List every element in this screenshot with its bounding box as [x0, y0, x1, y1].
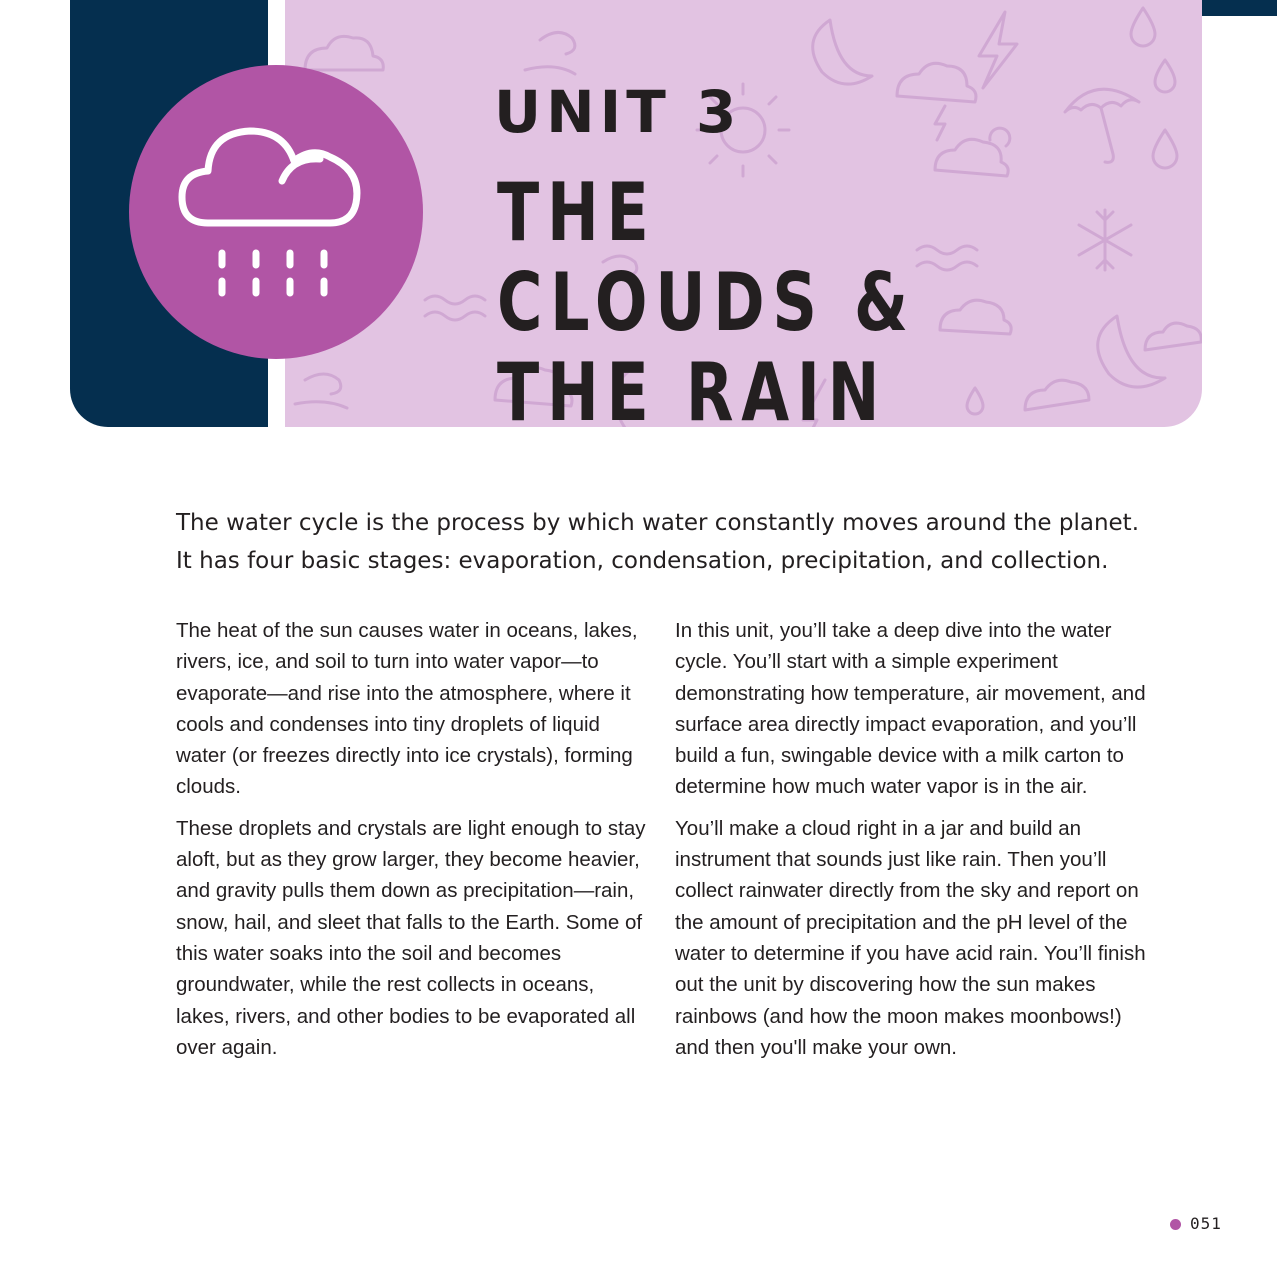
wave-pattern-icon — [425, 296, 485, 320]
unit-title-line-2: THE RAIN — [497, 346, 888, 439]
moon-pattern-icon — [1098, 316, 1165, 387]
cloud-pattern-icon — [305, 36, 383, 70]
drop-pattern-icon — [1131, 8, 1155, 46]
cloud-rain-icon — [178, 125, 374, 305]
snowflake-pattern-icon — [1079, 210, 1131, 270]
unit-number-label: UNIT 3 — [494, 78, 742, 146]
body-paragraph: In this unit, you’ll take a deep dive into the water cycle. You’ll start with a simple experiment demonstrating how temperature, air movement, and surface area directly impact evaporation, and you’ll build a fun, swingable device with a milk carton to determine how much water vapor is in the air. — [675, 619, 1146, 799]
right-column — [675, 615, 1150, 1073]
body-paragraph: These droplets and crystals are light enough to stay aloft, but as they grow larger, they become heavier, and gravity pulls them down as precipitation—rain, snow, hail, and sleet that falls to the Earth. Some of this water soaks into the soil and becomes groundwater, while the rest collects in oceans, lakes, rivers, and other bodies to be evaporated all over again. — [176, 816, 646, 1059]
drop-pattern-icon — [1153, 130, 1177, 168]
lightning-pattern-icon — [935, 106, 945, 140]
umbrella-pattern-icon — [1065, 89, 1139, 162]
navy-corner-accent — [1202, 0, 1277, 16]
unit-title — [497, 168, 979, 438]
wind-pattern-icon — [295, 374, 347, 408]
drop-pattern-icon — [1155, 60, 1175, 92]
cloud-pattern-icon — [1145, 323, 1201, 350]
body-paragraph: The heat of the sun causes water in oceans, lakes, rivers, ice, and soil to turn into water vapor—to evaporate—and rise into the atmosphere, where it cools and condenses into tiny droplets of liquid water (or freezes directly into ice crystals), forming clouds. — [176, 619, 638, 799]
wind-pattern-icon — [525, 32, 575, 74]
left-column — [176, 615, 651, 1073]
body-paragraph: You’ll make a cloud right in a jar and build an instrument that sounds just like rain. Then you’ll collect rainwater directly from the sky and report on the amount of precipitation and the pH level of the water to determine if you have acid rain. You’ll finish out the unit by discovering how the sun makes rainbows (and how the moon makes moonbows!) and then you'll make your own. — [675, 816, 1146, 1059]
unit-icon-circle — [129, 65, 423, 359]
page-number-dot — [1170, 1219, 1181, 1230]
cloud-pattern-icon — [897, 63, 976, 102]
unit-title-line-1: THE CLOUDS & — [497, 166, 916, 349]
intro-paragraph: The water cycle is the process by which water constantly moves around the planet. It has four basic stages: evaporation, condensation, precipitation, and collection. — [176, 510, 1140, 574]
page-number: 051 — [1190, 1214, 1222, 1233]
moon-pattern-icon — [813, 20, 872, 84]
cloud-pattern-icon — [1025, 380, 1089, 410]
lightning-pattern-icon — [979, 12, 1017, 88]
